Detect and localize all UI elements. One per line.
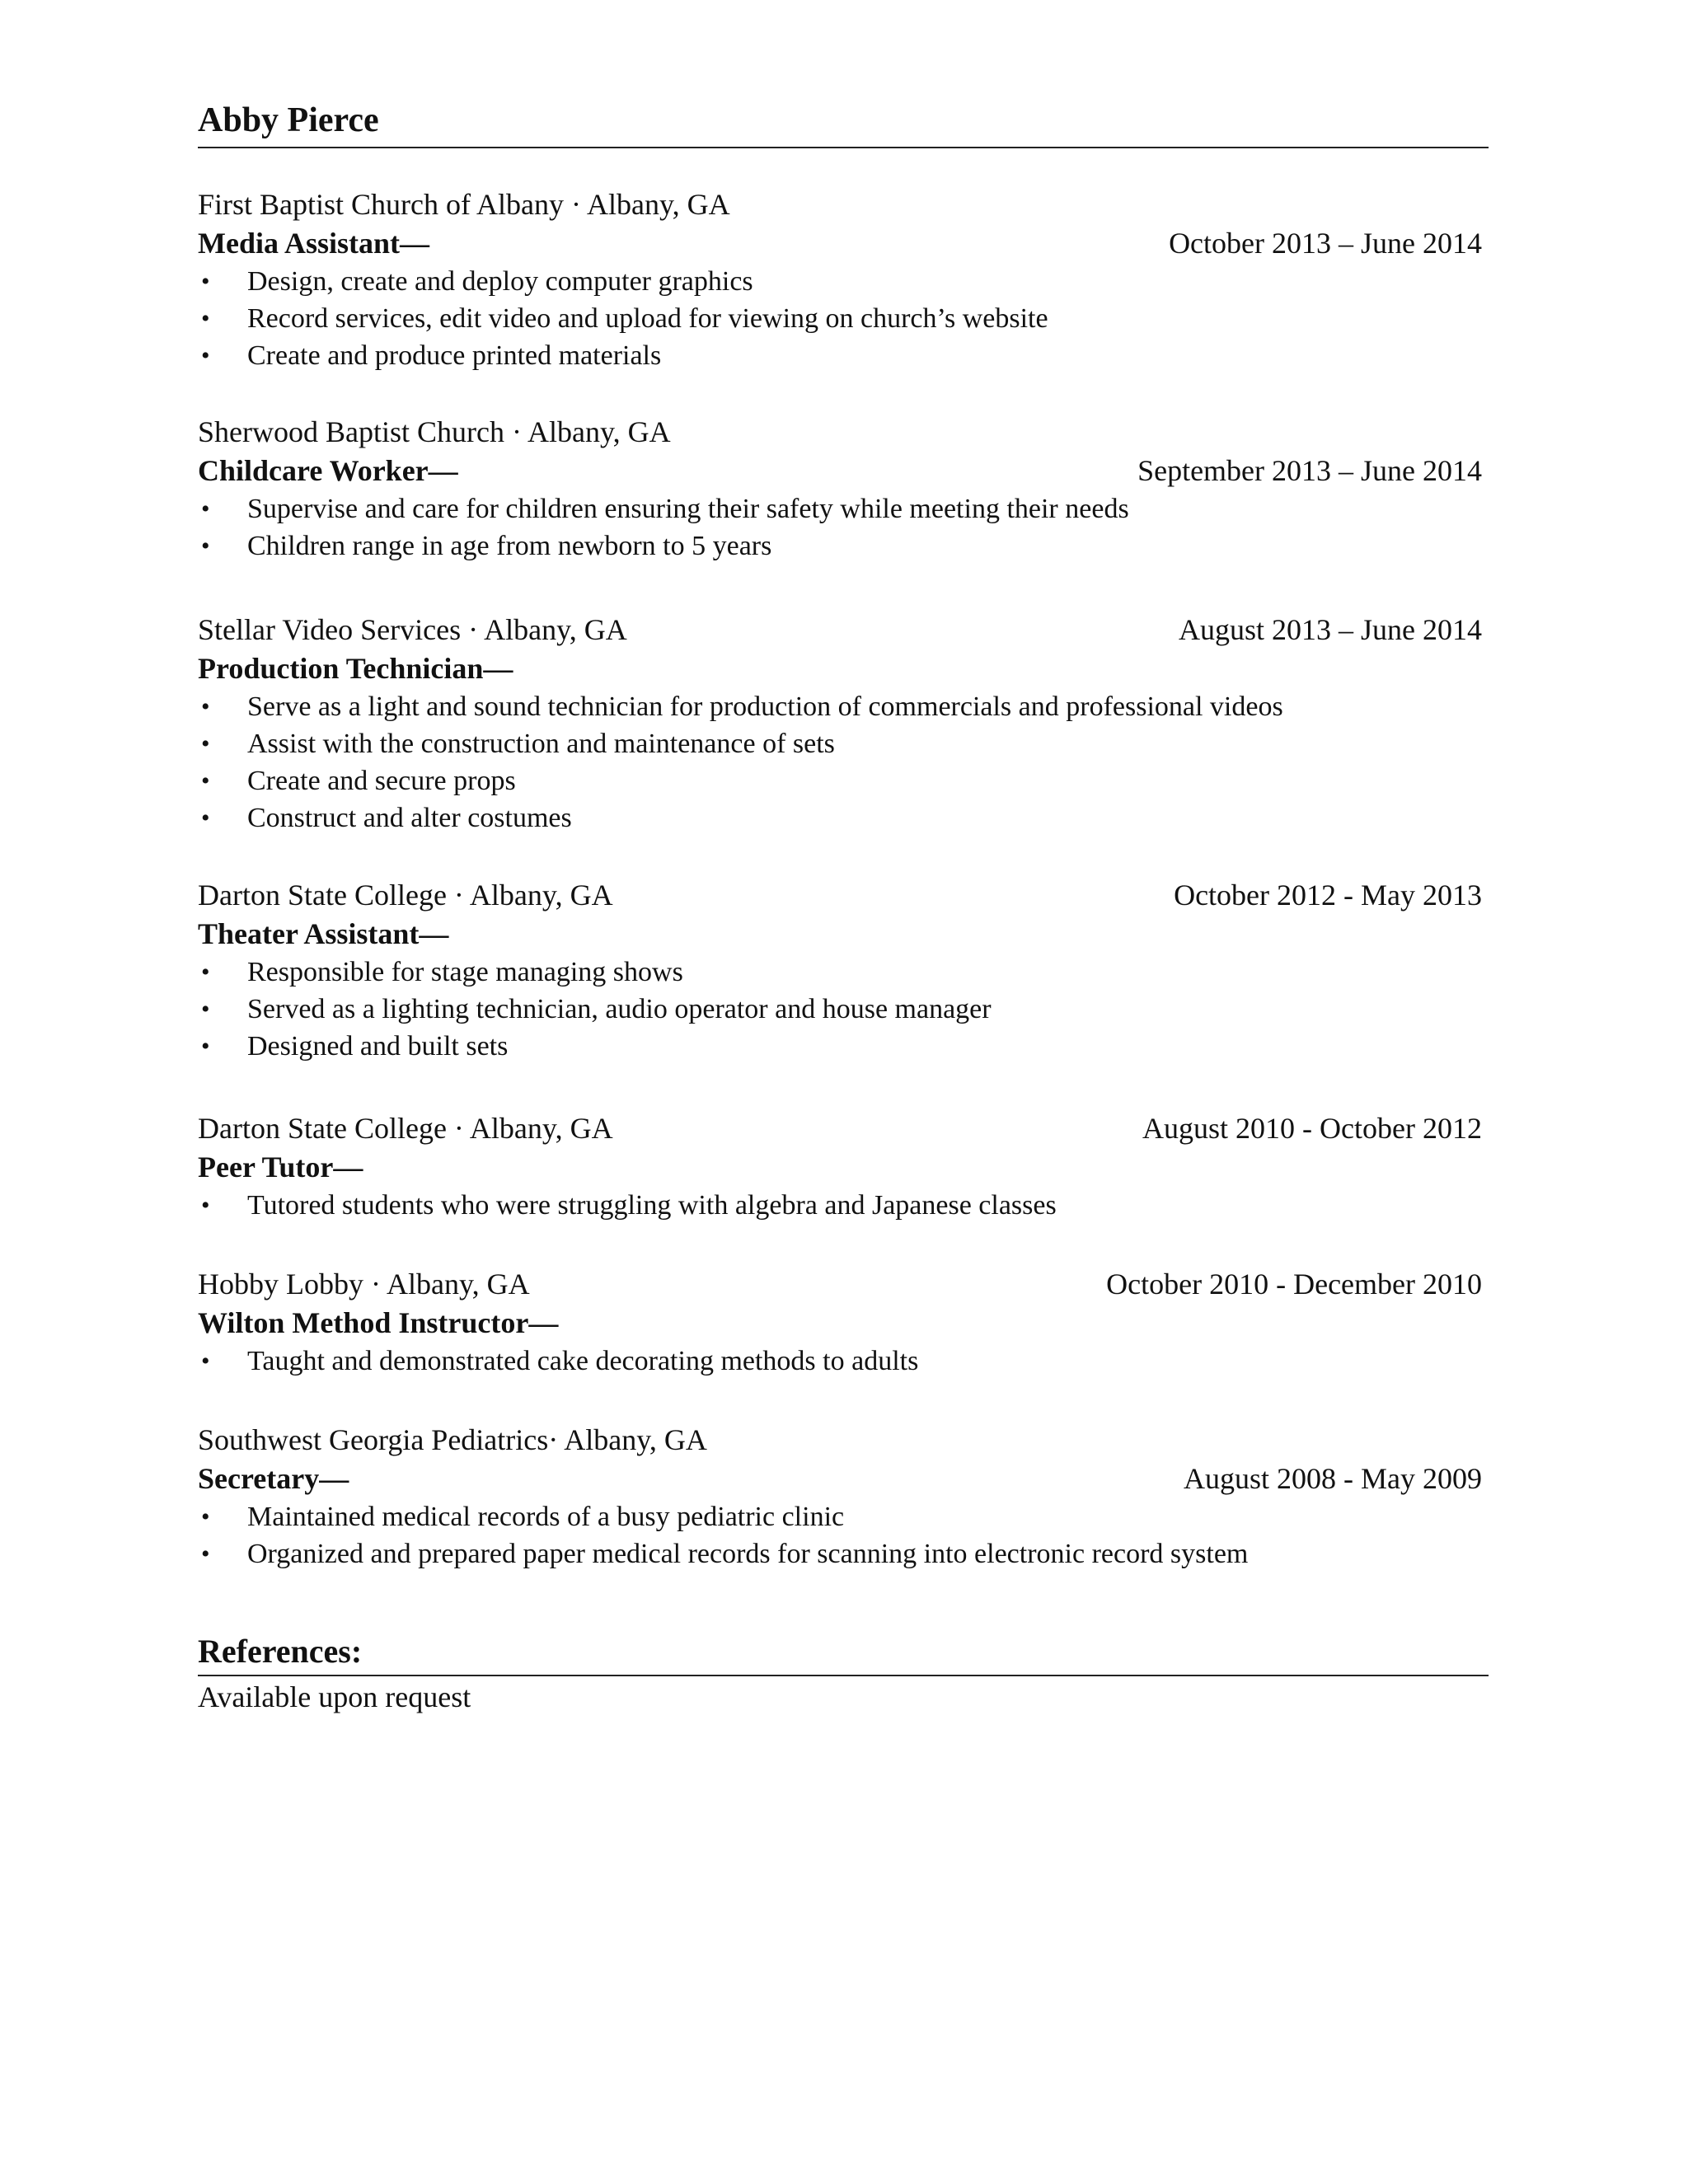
name-header xyxy=(198,97,1489,148)
job-duties xyxy=(198,1343,1482,1380)
job-title: Secretary— xyxy=(198,1462,349,1495)
bullet-icon: • xyxy=(201,996,210,1023)
job-dates: October 2012 - May 2013 xyxy=(1174,879,1482,912)
bullet-icon: • xyxy=(201,1192,210,1219)
job-title-line xyxy=(198,224,1482,263)
job-entry xyxy=(198,1109,1482,1224)
references-heading: References: xyxy=(198,1630,1489,1676)
duty-item xyxy=(198,1187,1482,1224)
duty-item xyxy=(198,1343,1482,1380)
job-entry xyxy=(198,611,1482,837)
job-duties xyxy=(198,1498,1482,1572)
duty-text: Supervise and care for children ensuring their safety while meeting their needs xyxy=(247,494,1129,524)
duty-item xyxy=(198,991,1482,1028)
job-title: Theater Assistant— xyxy=(198,917,449,950)
bullet-icon: • xyxy=(201,305,210,332)
job-title-line xyxy=(198,452,1482,490)
job-title-line xyxy=(198,649,1482,688)
job-organization: Sherwood Baptist Church · Albany, GA xyxy=(198,415,671,448)
job-dates: August 2010 - October 2012 xyxy=(1142,1112,1482,1145)
duty-item xyxy=(198,1498,1482,1535)
bullet-icon: • xyxy=(201,532,210,560)
bullet-icon: • xyxy=(201,1033,210,1060)
duty-text: Responsible for stage managing shows xyxy=(247,957,683,987)
job-organization: Darton State College · Albany, GA xyxy=(198,879,613,912)
duty-item xyxy=(198,762,1482,799)
duty-item xyxy=(198,725,1482,762)
job-title-line xyxy=(198,915,1482,954)
job-org-line xyxy=(198,185,1482,224)
job-entry xyxy=(198,1421,1482,1572)
applicant-name: Abby Pierce xyxy=(198,101,379,139)
duty-item xyxy=(198,954,1482,991)
bullet-icon: • xyxy=(201,958,210,986)
job-dates: August 2013 – June 2014 xyxy=(1179,613,1482,646)
job-entry xyxy=(198,185,1482,374)
duty-text: Served as a lighting technician, audio operator and house manager xyxy=(247,994,992,1024)
job-duties xyxy=(198,263,1482,374)
job-dates: September 2013 – June 2014 xyxy=(1137,454,1482,487)
bullet-icon: • xyxy=(201,495,210,523)
duty-item xyxy=(198,1028,1482,1065)
job-entry xyxy=(198,1265,1482,1380)
duty-text: Maintained medical records of a busy pediatric clinic xyxy=(247,1502,845,1532)
bullet-icon: • xyxy=(201,730,210,757)
bullet-icon: • xyxy=(201,804,210,832)
duty-item xyxy=(198,300,1482,337)
duty-text: Children range in age from newborn to 5 years xyxy=(247,531,772,561)
bullet-icon: • xyxy=(201,268,210,295)
job-duties xyxy=(198,1187,1482,1224)
job-org-line xyxy=(198,1421,1482,1460)
duty-text: Record services, edit video and upload for viewing on church’s website xyxy=(247,303,1048,334)
bullet-icon: • xyxy=(201,1540,210,1568)
duty-item xyxy=(198,527,1482,565)
duty-text: Tutored students who were struggling with algebra and Japanese classes xyxy=(247,1190,1057,1221)
duty-text: Taught and demonstrated cake decorating methods to adults xyxy=(247,1346,919,1376)
job-organization: First Baptist Church of Albany · Albany, GA xyxy=(198,188,730,221)
bullet-icon: • xyxy=(201,1347,210,1375)
job-duties xyxy=(198,688,1482,837)
bullet-icon: • xyxy=(201,342,210,369)
duty-item xyxy=(198,1535,1482,1572)
duty-item xyxy=(198,490,1482,527)
duty-item xyxy=(198,799,1482,837)
bullet-icon: • xyxy=(201,1503,210,1530)
job-title: Production Technician— xyxy=(198,652,513,685)
job-dates: August 2008 - May 2009 xyxy=(1184,1462,1482,1495)
job-dates: October 2013 – June 2014 xyxy=(1169,227,1482,260)
job-title: Wilton Method Instructor— xyxy=(198,1306,559,1339)
duty-text: Create and produce printed materials xyxy=(247,340,662,371)
job-duties xyxy=(198,954,1482,1065)
duty-text: Create and secure props xyxy=(247,766,516,796)
job-title-line xyxy=(198,1304,1482,1343)
job-entry xyxy=(198,413,1482,565)
duty-item xyxy=(198,337,1482,374)
duty-text: Designed and built sets xyxy=(247,1031,509,1062)
job-entry xyxy=(198,876,1482,1065)
job-title-line xyxy=(198,1148,1482,1187)
job-title: Peer Tutor— xyxy=(198,1151,363,1183)
job-dates: October 2010 - December 2010 xyxy=(1106,1268,1482,1301)
references-section xyxy=(198,1630,1489,1718)
job-organization: Hobby Lobby · Albany, GA xyxy=(198,1268,530,1301)
duty-text: Organized and prepared paper medical records for scanning into electronic record system xyxy=(247,1539,1249,1569)
references-text: Available upon request xyxy=(198,1680,471,1713)
job-title-line xyxy=(198,1460,1482,1498)
job-organization: Southwest Georgia Pediatrics· Albany, GA xyxy=(198,1423,707,1456)
job-duties xyxy=(198,490,1482,565)
job-org-line xyxy=(198,413,1482,452)
job-org-line xyxy=(198,1109,1482,1148)
job-organization: Stellar Video Services · Albany, GA xyxy=(198,613,627,646)
duty-item xyxy=(198,263,1482,300)
job-org-line xyxy=(198,876,1482,915)
duty-text: Construct and alter costumes xyxy=(247,803,572,833)
job-title: Childcare Worker— xyxy=(198,454,458,487)
duty-text: Design, create and deploy computer graphics xyxy=(247,266,753,297)
duty-text: Serve as a light and sound technician for production of commercials and professional videos xyxy=(247,691,1283,722)
job-org-line xyxy=(198,611,1482,649)
job-org-line xyxy=(198,1265,1482,1304)
bullet-icon: • xyxy=(201,767,210,794)
duty-text: Assist with the construction and maintenance of sets xyxy=(247,729,835,759)
job-title: Media Assistant— xyxy=(198,227,430,260)
resume-page xyxy=(196,0,1492,2184)
bullet-icon: • xyxy=(201,693,210,720)
job-organization: Darton State College · Albany, GA xyxy=(198,1112,613,1145)
duty-item xyxy=(198,688,1482,725)
